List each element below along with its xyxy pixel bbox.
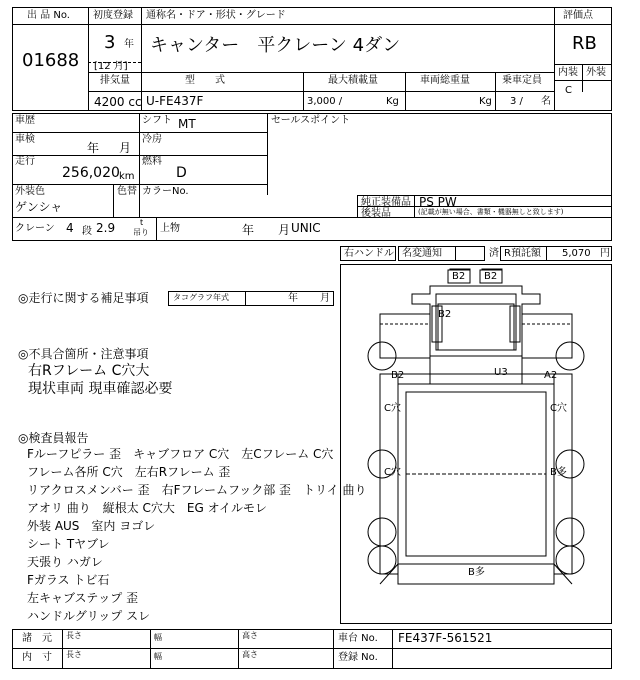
ext-color-value: ゲンシャ [15,200,63,214]
gross-weight-unit: Kg [479,96,492,107]
capacity-unit: 名 [541,96,551,107]
chassis-label: 車台 No. [338,633,378,644]
inspection-label: 車検 [15,134,35,145]
aftermarket-note: (記載が無い場合、書類・機器無しと致します) [418,208,564,216]
defect-item: 右Rフレーム C穴大 [28,363,150,379]
upper-maker: UNIC [291,221,321,235]
upper-month: 月 [278,223,291,237]
max-load-value: 3,000 / [307,96,343,107]
model-value: U-FE437F [146,94,204,108]
footer-block [12,629,612,669]
inspector-item: リアクロスメンバー 歪 右Fフレームフック部 歪 トリイ 曲り [27,483,367,497]
inspector-item: フレーム各所 C穴 左右Rフレーム 歪 [27,465,231,479]
damage-mark: B2 [452,271,466,282]
displacement-value: 4200 cc [94,95,142,109]
inspector-item: 外装 AUS 室内 ヨゴレ [27,519,156,533]
damage-mark: B多 [550,467,567,478]
upper-year: 年 [242,223,255,237]
reg-no-label: 登録 No. [338,652,378,663]
capacity-label: 乗車定員 [502,75,542,86]
defects-title: ◎不具合箇所・注意事項 [18,347,149,361]
upper-label: 上物 [160,223,180,234]
chassis-value: FE437F-561521 [398,631,493,645]
capacity-value: 3 / [510,96,523,107]
ac-label: 冷房 [142,134,162,145]
mileage-label: 走行 [15,156,35,167]
ext-color-label: 外装色 [15,186,45,197]
damage-mark: B2 [484,271,498,282]
damage-mark: B多 [468,567,485,578]
fuel-label: 燃料 [142,156,162,167]
inspection-month: 月 [119,141,132,155]
damage-mark: C穴 [550,403,567,414]
defect-item: 現状車両 現車確認必要 [28,381,173,397]
inspector-item: 天張り ハガレ [27,555,103,569]
length-label: 長さ [66,631,82,640]
tacho-label: タコグラフ年式 [173,293,229,302]
mileage-value: 256,020 [62,165,120,181]
width-label: 幅 [154,633,162,642]
inspector-title: ◎検査員報告 [18,431,89,445]
recycle-unit: 円 [600,248,610,259]
exterior-label: 外装 [586,67,606,78]
vehicle-name: キャンター 平クレーン 4ダン [150,35,401,56]
lot-number: 01688 [22,50,80,71]
damage-mark: C穴 [384,467,401,478]
rating-label: 評価点 [563,10,593,21]
inspector-item: 左キャブステップ 歪 [27,591,139,605]
interior-dims-label: 内 寸 [22,652,52,663]
recycle-amount: 5,070 [562,248,591,259]
damage-mark: B2 [391,370,405,381]
crane-ton-unit: t [140,218,144,227]
recycle-label: R預託額 [504,248,541,259]
damage-mark: A2 [544,370,558,381]
tacho-month: 月 [320,293,330,304]
first-reg-year: 3 [104,32,116,53]
genuine-equip-label: 純正装備品 [361,197,411,208]
first-reg-month: [12 月] [94,61,128,72]
history-label: 車歴 [15,115,35,126]
max-load-unit: Kg [386,96,399,107]
inspector-item: ハンドルグリップ スレ [27,609,151,623]
inspector-item: Fルーフピラー 歪 キャブフロア C穴 左Cフレーム C穴 [27,447,334,461]
color-code-label: カラーNo. [142,186,189,197]
name-change-label: 名変通知 [402,248,442,259]
height-label: 高さ [242,631,258,640]
crane-label: クレーン [15,223,55,234]
damage-mark: C穴 [384,403,401,414]
tacho-year: 年 [288,293,298,304]
handle-value: 右ハンドル [344,248,394,259]
height-label-2: 高さ [242,650,258,659]
driving-notes-title: ◎走行に関する補足事項 [18,291,149,305]
fuel-value: D [176,165,187,181]
crane-tons: 2.9 [96,221,116,235]
crane-stages: 4 [66,221,74,235]
dims-label: 諸 元 [22,633,52,644]
damage-mark: U3 [494,367,508,378]
inspector-list [27,447,367,628]
recycle-mark: 済 [489,248,499,259]
crane-stage-unit: 段 [82,226,92,237]
color-change-label: 色替 [117,186,137,197]
first-reg-year-unit: 年 [124,39,134,50]
model-label: 型 式 [185,75,225,86]
length-label-2: 長さ [66,650,82,659]
max-load-label: 最大積載量 [328,75,378,86]
mileage-unit: km [119,171,135,182]
inspector-item: Fガラス トビ石 [27,573,110,587]
inspection-year: 年 [87,141,100,155]
inspector-item: シート Tヤブレ [27,537,110,551]
first-reg-label: 初度登録 [93,10,133,21]
damage-mark: B2 [438,309,452,320]
displacement-label: 排気量 [100,75,130,86]
inspector-item: アオリ 曲り 縦根太 C穴大 EG オイルモレ [27,501,267,515]
interior-label: 内装 [558,67,578,78]
lot-label: 出 品 No. [27,10,70,21]
gross-weight-label: 車両総重量 [420,75,470,86]
name-label: 通称名・ドア・形状・グレード [146,10,286,21]
shift-value: MT [178,117,196,131]
sales-point-label: セールスポイント [271,115,351,126]
aftermarket-label: 後装品 [361,208,391,219]
crane-lift-unit: 吊り [133,228,149,237]
width-label-2: 幅 [154,652,162,661]
interior-grade: C [565,85,572,96]
shift-label: シフト [142,115,172,126]
genuine-equip-value: PS PW [419,195,457,209]
rating-value: RB [572,33,597,54]
